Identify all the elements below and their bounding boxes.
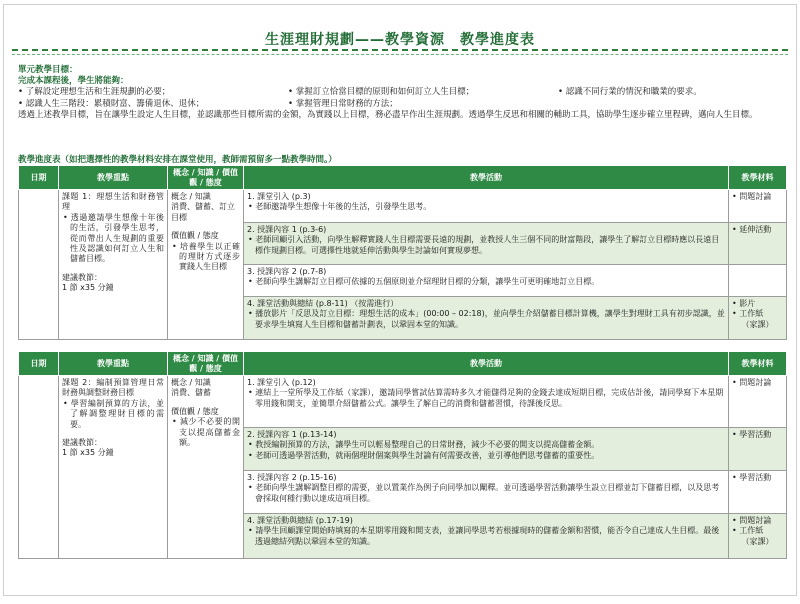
material-label: （家課） — [741, 319, 774, 329]
lesson-table-1 — [18, 165, 787, 340]
header-material: 教學材料 — [729, 166, 787, 190]
activity-line: • 老師邀請學生想像十年後的生活，引發學生思考。 — [248, 202, 432, 212]
activity-item — [244, 265, 728, 297]
material-label: • 學習活動 — [732, 430, 772, 439]
activity-title: 2. 授課內容 1 (p.3-6) — [247, 225, 327, 234]
material-label: • 問題討論 — [732, 516, 772, 525]
header-activity: 教學活動 — [244, 352, 729, 376]
lesson-row — [19, 376, 787, 559]
value-bullet: • 減少不必要的開支以提高儲蓄金額。 — [172, 417, 240, 448]
activity-title: 4. 課堂活動與總結 (p.17-19) — [247, 516, 353, 525]
activity-title: 3. 授課內容 2 (p.7-8) — [247, 267, 327, 276]
concept-text: 消費、儲蓄 — [171, 388, 211, 398]
material-label: • 影片 — [732, 299, 756, 308]
suggested-periods: 1 節 x35 分鐘 — [62, 448, 114, 458]
material-label: • 工作紙 — [732, 526, 764, 536]
header-concept: 概念 / 知識 / 價值觀 / 態度 — [168, 352, 244, 376]
material-label: （家課） — [741, 536, 774, 546]
suggested-periods: 1 節 x35 分鐘 — [62, 283, 114, 293]
focus-bullet: • 透過邀請學生想像十年後的生活，引發學生思考，從而帶出人生規劃的重要性及認識如何訂立人生和儲蓄目標。 — [63, 212, 164, 264]
activity-line: • 教授編制預算的方法，讓學生可以輕易整理自己的日常財務，減少不必要的開支以提高儲蓄金額。 — [248, 440, 600, 450]
concept-text: 消費、儲蓄、訂立目標 — [171, 202, 235, 222]
material-item — [729, 428, 786, 471]
activity-line: • 播放影片「反思及訂立目標：理想生活的成本」(00:00 – 02:18)，並向學生介紹儲蓄目標計算機，讓學生對理財工具有初步認識，並要求學生填寫人生目標和儲蓄計劃表，以鞏固本堂的知識。 — [248, 309, 725, 329]
material-label: • 工作紙 — [732, 309, 764, 319]
concept-heading: 概念 / 知識 — [171, 378, 211, 387]
value-bullet: • 培養學生以正確的理財方式逐步實踐人生目標 — [172, 241, 240, 272]
activity-title: 3. 授課內容 2 (p.15-16) — [247, 473, 337, 482]
date-cell — [19, 190, 59, 340]
objectives-paragraph: 透過上述教學目標，旨在讓學生設定人生目標，並認識那些目標所需的金額，為實踐以上目標，務必盡早作出生涯規劃。透過學生反思和相關的輔助工具，協助學生逐步確立里程碑，邁向人生目標。 — [18, 109, 758, 120]
concept-heading: 概念 / 知識 — [171, 192, 211, 201]
activity-title: 1. 課堂引入 (p.12) — [247, 378, 316, 387]
material-item — [729, 265, 786, 297]
header-concept: 概念 / 知識 / 價值觀 / 態度 — [168, 166, 244, 190]
material-label: • 問題討論 — [732, 378, 772, 387]
header-date: 日期 — [19, 352, 59, 376]
objective-item: • 掌握管理日常財務的方法； — [288, 98, 398, 109]
activity-line: • 老師回顧引入活動，向學生解釋實踐人生目標需要長遠的規劃，並教授人生三個不同的財富階段，讓學生了解訂立目標時應以長遠目標作規劃目標。可選擇性地就延伸活動與學生討論如何實現夢想。 — [248, 235, 720, 255]
objective-item: • 掌握訂立恰當目標的原則和如何訂立人生目標； — [288, 87, 475, 98]
activity-line: • 請學生回顧課堂開始時填寫的本星期零用錢和開支表，並讓同學思考若根據現時的儲蓄金額和習慣，能否令自己達成人生目標。最後透過總結列點以鞏固本堂的知識。 — [248, 526, 720, 546]
material-item — [729, 297, 786, 339]
lesson-row — [19, 190, 787, 340]
objectives-row-1 — [18, 87, 788, 98]
concept-cell — [168, 190, 244, 340]
material-label: • 學習活動 — [732, 473, 772, 482]
suggested-periods-label: 建議教節： — [62, 438, 102, 448]
unit-objectives — [18, 65, 788, 121]
title-divider — [12, 49, 788, 51]
activity-title: 4. 課堂活動與總結 (p.8-11) （按需進行） — [247, 299, 399, 308]
material-label: • 延伸活動 — [732, 225, 772, 234]
activity-line: • 老師向學生講解訂立目標可依據的五個原則並介紹理財目標的分類，讓學生可更明確地訂立目標。 — [248, 277, 600, 287]
objectives-intro: 完成本課程後，學生將能夠： — [18, 76, 129, 87]
activity-item — [244, 514, 728, 558]
activity-line: • 老師可透過學習活動，就兩個理財個案與學生討論有何需要改善，並引導他們思考儲蓄的重要性。 — [248, 450, 600, 460]
focus-cell — [59, 376, 168, 559]
activity-cell — [244, 376, 729, 559]
activity-title: 2. 授課內容 1 (p.13-14) — [247, 430, 337, 439]
header-material: 教學材料 — [729, 352, 787, 376]
schedule-note: 教學進度表（如把選擇性的教學材料安排在課堂使用，教師需預留多一點教學時間。） — [18, 155, 337, 165]
suggested-periods-label: 建議教節： — [62, 272, 102, 282]
title-divider-secondary — [12, 54, 788, 55]
material-item — [729, 376, 786, 428]
table-header-row — [19, 352, 787, 376]
value-heading: 價值觀 / 態度 — [171, 406, 219, 416]
header-focus: 教學重點 — [59, 166, 168, 190]
focus-title: 課題 1：理想生活和財務管理 — [62, 192, 164, 212]
material-label: • 問題討論 — [732, 192, 772, 201]
focus-title: 課題 2：編制預算管理日常財務與調整財務目標 — [62, 378, 164, 398]
page-title: 生涯理財規劃——教學資源 教學進度表 — [265, 32, 535, 48]
value-heading: 價值觀 / 態度 — [171, 231, 219, 241]
activity-item — [244, 297, 728, 339]
activity-title: 1. 課堂引入 (p.3) — [247, 192, 311, 201]
activity-item — [244, 376, 728, 428]
material-item — [729, 471, 786, 514]
activity-line: • 老師向學生講解調整目標的需要，並以置業作為例子向同學加以闡釋。並可透過學習活動讓學生設立目標並訂下儲蓄目標，以及思考會採取何種行動以達成這項目標。 — [248, 483, 720, 503]
objective-item: • 了解設定理想生活和生涯規劃的必要； — [18, 87, 171, 98]
activity-item — [244, 223, 728, 265]
material-item — [729, 223, 786, 265]
material-cell — [729, 190, 787, 340]
material-item — [729, 190, 786, 223]
table-header-row — [19, 166, 787, 190]
page — [3, 4, 797, 596]
activity-line: • 連結上一堂所學及工作紙（家課），邀請同學嘗試估算需時多久才能儲得足夠的金錢去達成短期目標，完成估計後，請同學寫下本星期零用錢和開支，並簡單介紹儲蓄公式。讓學生了解自己的消費和儲蓄習慣，待課後反思。 — [248, 388, 724, 408]
lesson-table-2 — [18, 351, 787, 559]
header-date: 日期 — [19, 166, 59, 190]
concept-cell — [168, 376, 244, 559]
activity-item — [244, 190, 728, 223]
activity-item — [244, 428, 728, 471]
objective-item: • 認識人生三階段：累積財富、籌備退休、退休； — [18, 98, 205, 109]
activity-item — [244, 471, 728, 514]
header-focus: 教學重點 — [59, 352, 168, 376]
focus-bullet: • 學習編制預算的方法，並了解調整理財目標的需要。 — [63, 398, 164, 429]
focus-cell — [59, 190, 168, 340]
objective-item: • 認識不同行業的情況和職業的要求。 — [558, 87, 702, 98]
objectives-row-2 — [18, 99, 788, 110]
objectives-heading: 單元教學目標： — [18, 65, 78, 75]
activity-cell — [244, 190, 729, 340]
date-cell — [19, 376, 59, 559]
header-activity: 教學活動 — [244, 166, 729, 190]
material-cell — [729, 376, 787, 559]
material-item — [729, 514, 786, 558]
